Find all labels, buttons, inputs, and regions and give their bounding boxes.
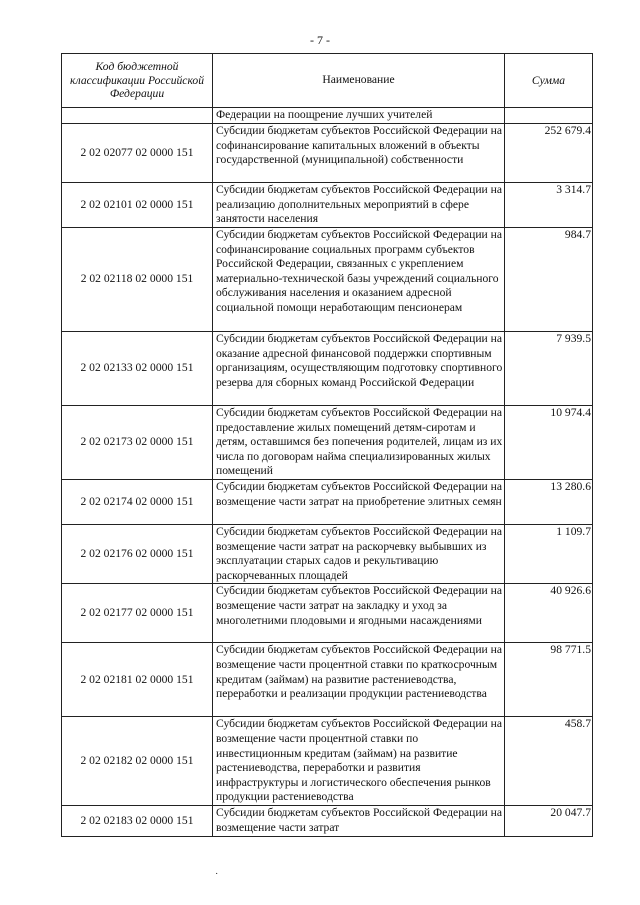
row-code: 2 02 02101 02 0000 151: [62, 183, 213, 228]
row-amount: 10 974.4: [505, 406, 593, 480]
table-row: [62, 332, 593, 406]
row-name: Субсидии бюджетам субъектов Российской Федерации на возмещение части затрат: [213, 806, 505, 836]
table-header-row: [62, 54, 593, 108]
row-name: Субсидии бюджетам субъектов Российской Федерации на возмещение части затрат на приобретение элитных семян: [213, 480, 505, 525]
continuation-code-cell: [62, 108, 213, 124]
row-code: 2 02 02182 02 0000 151: [62, 717, 213, 806]
row-code: 2 02 02183 02 0000 151: [62, 806, 213, 836]
row-name: Субсидии бюджетам субъектов Российской Федерации на софинансирование капитальных вложений в объекты государственной (муниципальной) собственности: [213, 124, 505, 183]
row-amount: 3 314.7: [505, 183, 593, 228]
row-amount: 458.7: [505, 717, 593, 806]
table-row: [62, 717, 593, 806]
row-name: Субсидии бюджетам субъектов Российской Федерации на предоставление жилых помещений детям-сиротам и детям, оставшимся без попечения родителей, лицам из их числа по договорам найма специализированных жилых помещений: [213, 406, 505, 480]
table-row: [62, 584, 593, 643]
row-amount: 984.7: [505, 228, 593, 332]
table-row: [62, 406, 593, 480]
row-name: Субсидии бюджетам субъектов Российской Федерации на софинансирование социальных программ субъектов Российской Федерации, связанных с укреплением материально-технической базы учреждений социального обслуживания населения и оказанием адресной социальной помощи неработающим пенсионерам: [213, 228, 505, 332]
row-code: 2 02 02077 02 0000 151: [62, 124, 213, 183]
header-sum: Сумма: [505, 54, 593, 108]
table-row: [62, 228, 593, 332]
header-code: Код бюджетной классификации Российской Федерации: [62, 54, 213, 108]
row-amount: 7 939.5: [505, 332, 593, 406]
row-code: 2 02 02174 02 0000 151: [62, 480, 213, 525]
row-amount: 20 047.7: [505, 806, 593, 836]
scan-speck: ˙: [215, 872, 219, 883]
row-amount: 13 280.6: [505, 480, 593, 525]
continuation-row: [62, 108, 593, 124]
table-body: [62, 108, 593, 837]
row-name: Субсидии бюджетам субъектов Российской Федерации на возмещение части процентной ставки по инвестиционным кредитам (займам) на развитие растениеводства, переработки и развития инфраструктуры и логистического обеспечения рынков продукции растениеводства: [213, 717, 505, 806]
row-name: Субсидии бюджетам субъектов Российской Федерации на реализацию дополнительных мероприятий в сфере занятости населения: [213, 183, 505, 228]
page-number: - 7 -: [310, 33, 330, 47]
row-code: 2 02 02133 02 0000 151: [62, 332, 213, 406]
row-amount: 40 926.6: [505, 584, 593, 643]
header-name: Наименование: [213, 54, 505, 108]
row-code: 2 02 02181 02 0000 151: [62, 643, 213, 717]
row-name: Субсидии бюджетам субъектов Российской Федерации на возмещение части процентной ставки по краткосрочным кредитам (займам) на развитие растениеводства, переработки и реализации продукции растениеводства: [213, 643, 505, 717]
table-row: [62, 643, 593, 717]
row-code: 2 02 02177 02 0000 151: [62, 584, 213, 643]
continuation-amount-cell: [505, 108, 593, 124]
row-code: 2 02 02118 02 0000 151: [62, 228, 213, 332]
row-amount: 1 109.7: [505, 525, 593, 584]
budget-table: [61, 53, 593, 837]
row-name: Субсидии бюджетам субъектов Российской Федерации на оказание адресной финансовой поддержки спортивным организациям, осуществляющим подготовку спортивного резерва для сборных команд Российской Федерации: [213, 332, 505, 406]
row-name: Субсидии бюджетам субъектов Российской Федерации на возмещение части затрат на раскорчевку выбывших из эксплуатации старых садов и рекультивацию раскорчеванных площадей: [213, 525, 505, 584]
row-code: 2 02 02173 02 0000 151: [62, 406, 213, 480]
row-name: Субсидии бюджетам субъектов Российской Федерации на возмещение части затрат на закладку и уход за многолетними плодовыми и ягодными насаждениями: [213, 584, 505, 643]
row-amount: 252 679.4: [505, 124, 593, 183]
table-row: [62, 183, 593, 228]
table-row: [62, 124, 593, 183]
row-amount: 98 771.5: [505, 643, 593, 717]
continuation-name-cell: Федерации на поощрение лучших учителей: [213, 108, 505, 124]
table-row: [62, 806, 593, 836]
row-code: 2 02 02176 02 0000 151: [62, 525, 213, 584]
table-row: [62, 480, 593, 525]
table-row: [62, 525, 593, 584]
